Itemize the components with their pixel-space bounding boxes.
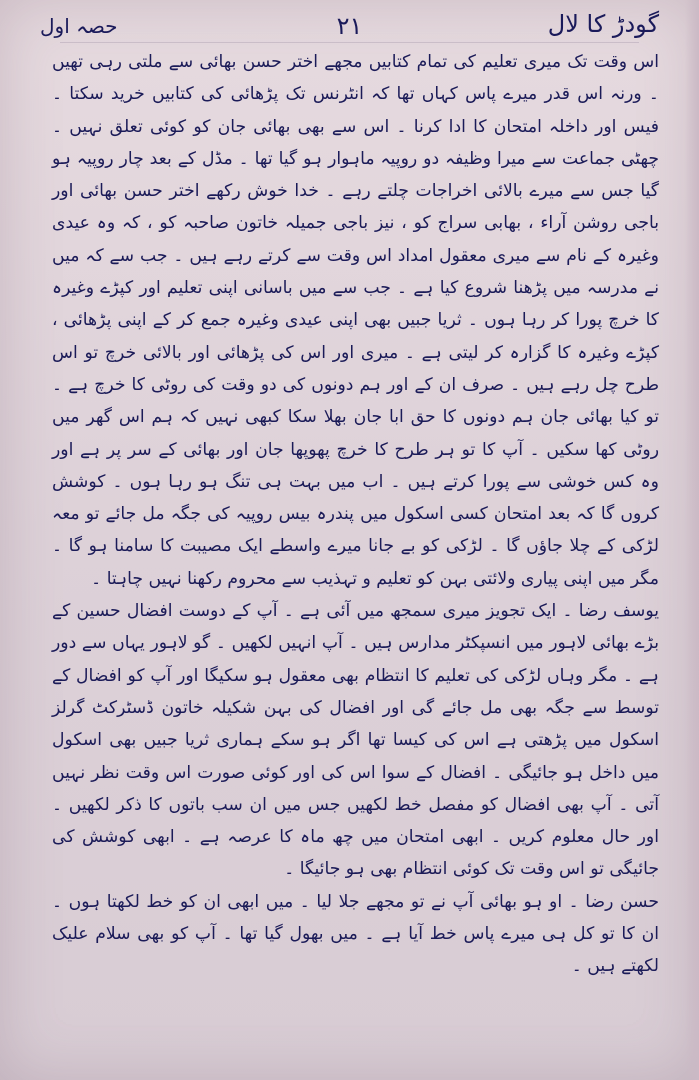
paragraph-yusuf-raza: یوسف رضا ۔ ایک تجویز میری سمجھ میں آئی ہے ۔ آپ کے دوست افضال حسین کے بڑے بھائی لاہور میں انسپکٹر مدارس ہیں ۔ آپ انہیں لکھیں ۔ گو لاہور یہاں سے دور ہے ۔ مگر وہاں لڑکی کی تعلیم کا انتظام بھی معقول ہو سکیگا اور آپ کو افضال کے توسط سے جگہ بھی مل جائے گی اور افضال کی بہن شکیلہ خاتون ڈسٹرکٹ گرلز اسکول میں پڑھتی ہے اس کی کیسا تھا اگر ہو سکے ہماری ثریا جبیں بھی اسکول میں داخل ہو جائیگی ۔ افضال کے سوا اس کی اور کوئی صورت اس وقت نظر نہیں آتی ۔ آپ بھی افضال کو مفصل خط لکھیں جس میں ان سب باتوں کا ذکر لکھیں ۔ اور حال معلوم کریں ۔ ابھی امتحان میں چھ ماہ کا عرصہ ہے ۔ ابھی کوشش کی جائیگی تو اس وقت تک کوئی انتظام بھی ہو جائیگا ۔ (52, 601, 659, 880)
paragraph-hasan-raza: حسن رضا ۔ او ہو بھائی آپ نے تو مجھے جلا لیا ۔ میں ابھی ان کو خط لکھتا ہوں ۔ ان کا تو کل ہی میرے پاس خط آیا ہے ۔ میں بھول گیا تھا ۔ آپ کو بھی سلام علیک لکھتے ہیں ۔ (52, 891, 659, 977)
paragraph-narration: اس وقت تک میری تعلیم کی تمام کتابیں مجھے اختر حسن بھائی سے ملتی رہی تھیں ۔ ورنہ اس قدر میرے پاس کہاں تھا کہ انٹرنس تک پڑھائی کی کتابیں خرید سکتا ۔ فیس اور داخلہ امتحان کا ادا کرنا ۔ اس سے بھی بھائی جان کو کوئی تعلق نہیں ۔ چھٹی جماعت سے میرا وظیفہ دو روپیہ ماہوار ہو گیا تھا ۔ مڈل کے بعد چار روپیہ ہو گیا جس سے میرے بالائی اخراجات چلتے رہے ۔ خدا خوش رکھے اختر حسن بھائی اور باجی روشن آراء ، بھابی سراج کو ، نیز باجی جمیلہ خاتون صاحبہ کو ، کہ وہ عیدی وغیرہ کے نام سے میری معقول امداد اس وقت سے کرتے رہے ہیں ۔ جب سے کہ میں نے مدرسہ میں پڑھنا شروع کیا ہے ۔ جب سے میں باسانی اپنی تعلیم اور کپڑے وغیرہ کا خرچ پورا کر رہا ہوں ۔ ثریا جبیں بھی اپنی عیدی وغیرہ جمع کر کے اپنی پڑھائی ، کپڑے وغیرہ کا گزارہ کر لیتی ہے ۔ میری اور اس کی پڑھائی اور بالائی خرچ تو اس طرح چل رہے ہیں ۔ صرف ان کے اور ہم دونوں کی دو وقت کی روٹی کا خرچ ہے ۔ تو کیا بھائی جان ہم دونوں کا حق ابا جان بھلا سکا کبھی نہیں کہ ہم اس گھر میں روٹی کھا سکیں ۔ آپ کا تو ہر طرح کا خرچ پھوپھا جان اور بھائی کے سر پر ہے اور وہ کس خوشی سے پورا کرتے ہیں ۔ اب میں بہت ہی تنگ ہو رہا ہوں ۔ کوشش کروں گا کہ بعد امتحان کسی اسکول میں پندرہ بیس روپیہ کی جگہ مل جائے تو معہ لڑکی کے چلا جاؤں گا ۔ لڑکی کو بے جانا میرے واسطے ایک مصیبت کا سامنا ہو گا ۔ مگر میں اپنی پیاری ولائتی بہن کو تعلیم و تہذیب سے محروم رکھنا نہیں چاہتا ۔ (52, 52, 659, 589)
section-label: حصہ اول (40, 14, 118, 38)
page-body (52, 46, 659, 983)
header-divider (60, 42, 639, 43)
page-edge-shadow (685, 0, 699, 1080)
book-title: گودڑ کا لال (547, 10, 659, 38)
page-number: ۲۱ (336, 12, 363, 40)
page-header (40, 6, 659, 46)
